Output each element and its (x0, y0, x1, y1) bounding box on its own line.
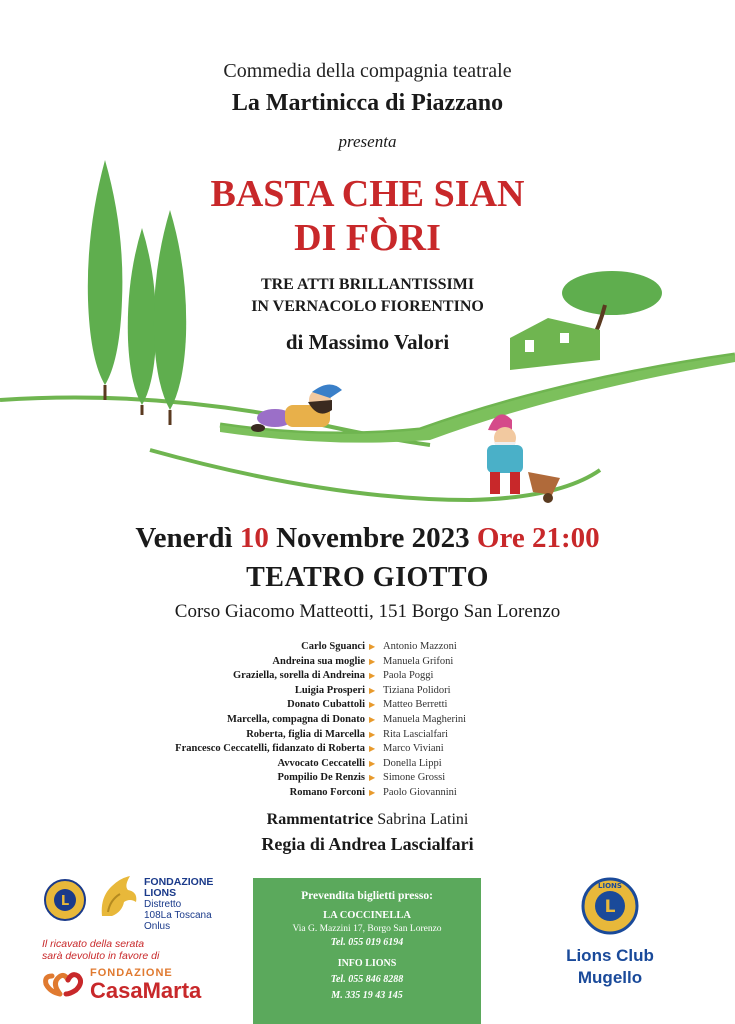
fondazione-line1: FONDAZIONE (144, 876, 214, 888)
lions-club-name (550, 945, 670, 989)
casamarta-name: CasaMarta (90, 978, 202, 1003)
cast-role: Francesco Ceccatelli, fidanzato di Roberta (175, 743, 365, 755)
venue-address: Corso Giacomo Matteotti, 151 Borgo San Lorenzo (174, 601, 561, 622)
cast-role: Marcella, compagna di Donato (226, 713, 365, 725)
arrow-right-icon: ▶ (369, 656, 376, 666)
cast-row (0, 742, 735, 757)
lions-club-line2: Mugello (577, 968, 643, 987)
fondazione-line2: LIONS (144, 887, 177, 899)
svg-text:L: L (60, 894, 70, 909)
prompter-name: Sabrina Latini (377, 811, 469, 828)
subtitle-line2: IN VERNACOLO FIORENTINO (251, 298, 484, 315)
fondazione-line5: Onlus (144, 921, 171, 932)
cast-actor: Manuela Magherini (383, 713, 467, 725)
casamarta-heart-icon (42, 966, 86, 998)
cast-actor: Tiziana Polidori (383, 684, 451, 696)
cast-actor: Marco Viviani (383, 743, 444, 755)
subtitle-line1: TRE ATTI BRILLANTISSIMI (260, 276, 475, 293)
cast-row (0, 684, 735, 699)
cast-actor: Manuela Grifoni (383, 655, 454, 667)
arrow-right-icon: ▶ (369, 773, 376, 783)
arrow-right-icon: ▶ (369, 642, 376, 651)
tickets-heading: Prevendita biglietti presso: (301, 890, 433, 902)
arrow-right-icon: ▶ (369, 671, 376, 681)
arrow-right-icon: ▶ (369, 729, 376, 739)
arrow-right-icon: ▶ (369, 758, 376, 768)
hill-fill (220, 355, 735, 443)
cast-row (0, 757, 735, 772)
tickets-info-phone: Tel. 055 846 8288 (330, 974, 404, 985)
venue-name: TEATRO GIOTTO (246, 562, 489, 593)
event-month-year: Novembre 2023 (276, 522, 470, 554)
cast-actor: Paola Poggi (383, 670, 434, 682)
event-weekday: Venerdì (135, 522, 233, 554)
tickets-shop-address: Via G. Mazzini 17, Borgo San Lorenzo (292, 924, 442, 934)
arrow-right-icon: ▶ (369, 700, 376, 710)
tickets-info-mobile: M. 335 19 43 145 (331, 990, 403, 1001)
arrow-right-icon: ▶ (369, 685, 376, 695)
tickets-info-name: INFO LIONS (337, 958, 397, 969)
svg-text:L: L (604, 897, 616, 917)
cast-actor: Antonio Mazzoni (383, 641, 457, 652)
cast-role: Roberta, figlia di Marcella (246, 728, 365, 740)
cast-row (0, 786, 735, 801)
cast-row (0, 655, 735, 670)
lions-club-emblem-icon (580, 876, 640, 936)
cast-row (0, 698, 735, 713)
cast-role: Luigia Prosperi (294, 684, 365, 696)
fondazione-line4: 108La Toscana (144, 910, 212, 921)
casamarta-small-text: FONDAZIONE (90, 967, 173, 979)
ticket-info-box (253, 878, 481, 1024)
cast-role: Carlo Sguanci (301, 641, 365, 652)
cast-role: Graziella, sorella di Andreina (232, 670, 365, 682)
lions-club-line1: Lions Club (566, 946, 654, 965)
lions-emblem-text: LIONS (598, 882, 622, 890)
donation-note (42, 938, 159, 962)
donation-line2: sarà devoluto in favore di (42, 950, 160, 962)
donation-line1: Il ricavato della serata (42, 938, 145, 950)
cast-row (0, 669, 735, 684)
gnome-standing-illustration (487, 414, 560, 503)
prompter-credit (0, 811, 735, 829)
cast-role: Romano Forconi (289, 786, 365, 798)
pegasus-logo-icon (94, 872, 142, 920)
cast-row (0, 728, 735, 743)
company-name: La Martinicca di Piazzano (231, 90, 504, 116)
cast-actor: Rita Lascialfari (383, 728, 449, 740)
event-date (0, 522, 735, 555)
director-credit: Regia di Andrea Lascialfari (261, 834, 474, 854)
cast-role: Pompilio De Renzis (277, 772, 365, 784)
event-day: 10 (239, 522, 269, 554)
play-title-line1: BASTA CHE SIAN (210, 173, 525, 215)
cast-role: Andreina sua moglie (272, 655, 365, 667)
event-time: Ore 21:00 (476, 522, 600, 554)
lions-emblem-icon (43, 878, 87, 922)
play-title (0, 172, 735, 260)
intro-text: Commedia della compagnia teatrale (223, 60, 512, 82)
cast-actor: Donella Lippi (383, 757, 442, 769)
cast-actor: Matteo Berretti (383, 699, 448, 711)
arrow-right-icon: ▶ (369, 714, 376, 724)
cast-actor: Paolo Giovannini (383, 786, 457, 798)
play-title-line2: DI FÒRI (294, 217, 441, 259)
cast-role: Donato Cubattoli (287, 699, 365, 711)
cast-actor: Simone Grossi (383, 772, 446, 784)
fondazione-line3: Distretto (144, 899, 182, 910)
arrow-right-icon: ▶ (369, 744, 376, 754)
cast-list (0, 640, 735, 801)
arrow-right-icon: ▶ (369, 787, 376, 797)
cast-role: Avvocato Ceccatelli (277, 757, 365, 769)
prompter-label: Rammentatrice (266, 811, 374, 828)
tickets-shop-phone: Tel. 055 019 6194 (330, 937, 404, 948)
tickets-shop-name: LA COCCINELLA (323, 910, 411, 921)
cast-row (0, 640, 735, 655)
presents-text: presenta (338, 132, 397, 151)
play-author: di Massimo Valori (285, 330, 450, 354)
play-subtitle (0, 274, 735, 318)
cast-row (0, 771, 735, 786)
cast-row (0, 713, 735, 728)
fondazione-lions-text (144, 877, 213, 932)
